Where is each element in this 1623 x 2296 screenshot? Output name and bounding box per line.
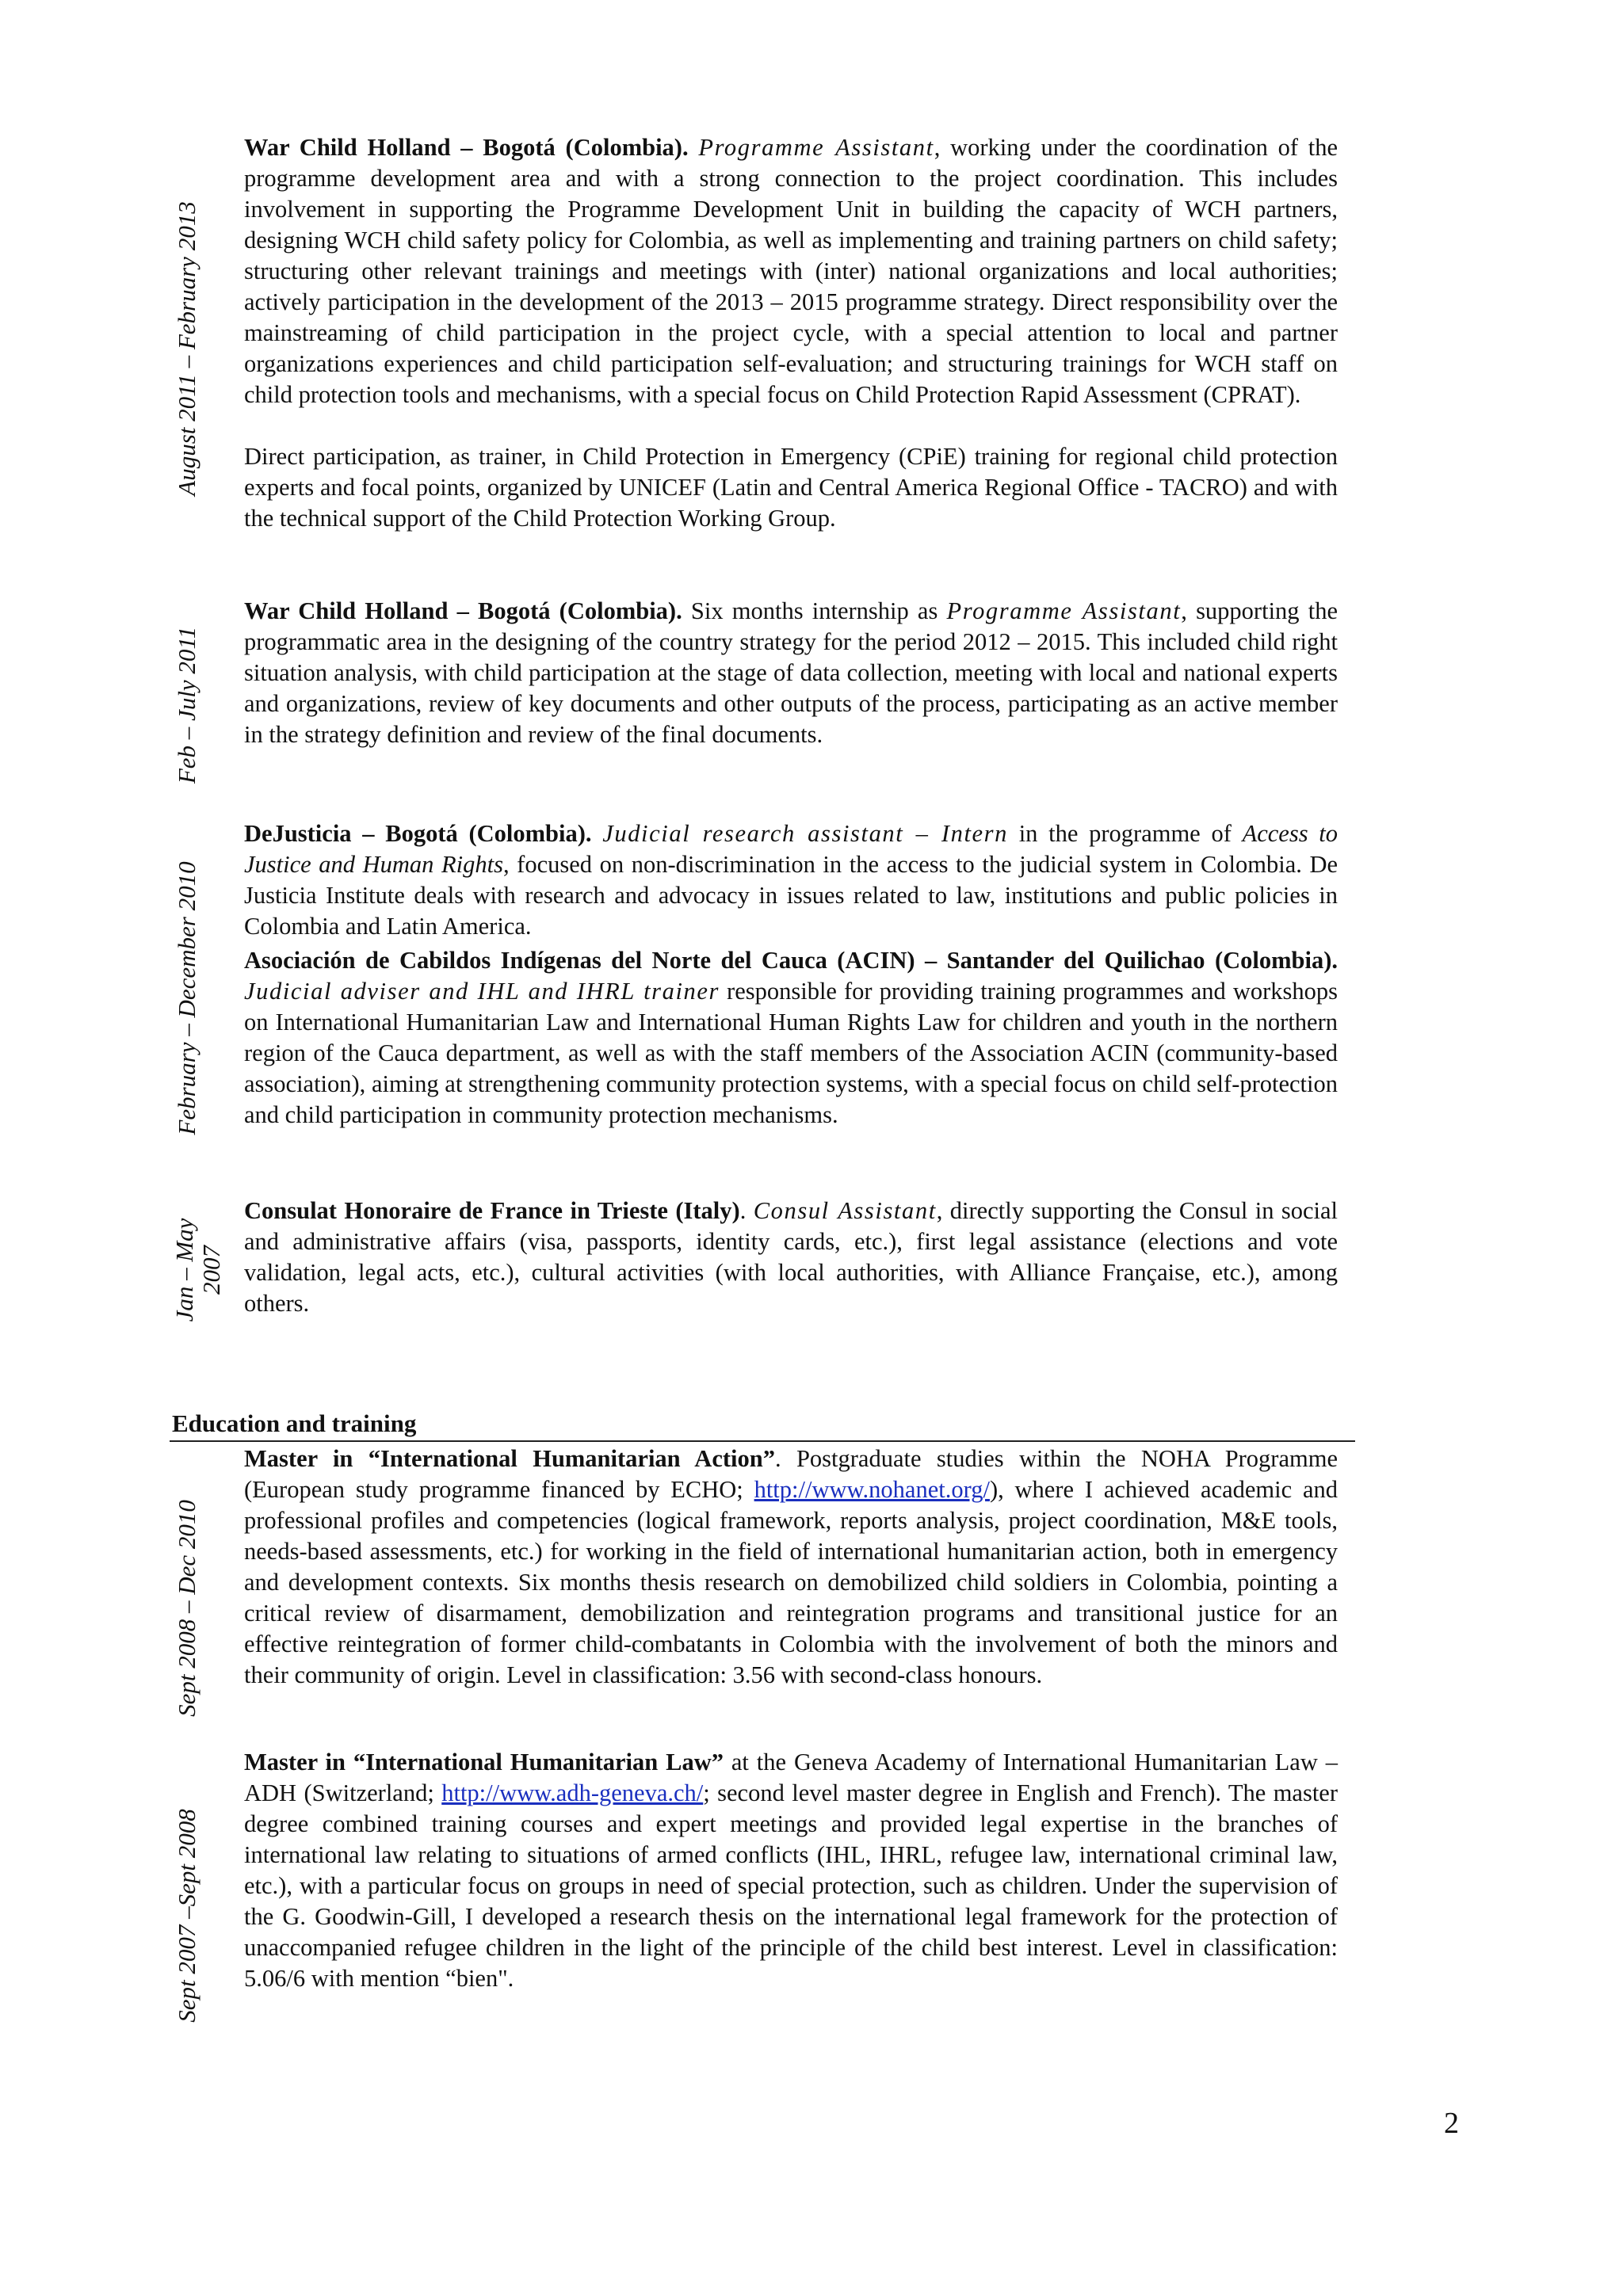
entry-text-mid: in the programme of — [1007, 820, 1243, 847]
entry-body — [244, 1747, 1338, 1994]
degree-title: Master in “International Humanitarian Action” — [244, 1445, 775, 1472]
org-name-acin: Asociación de Cabildos Indígenas del Norte del Cauca (ACIN) – Santander del Quilichao (Colombia). — [244, 947, 1338, 974]
date-wch-2011-2013: August 2011 – February 2013 — [173, 201, 200, 496]
entry-noha-master — [244, 1444, 1338, 1691]
entry-text: , focused on non-discrimination in the access to the judicial system in Colombia. De Justicia Institute deals with research and advocacy in issues related to law, institutions and public policies in Colombia and Latin America. — [244, 851, 1338, 940]
date-consulat-2007 — [171, 1219, 225, 1322]
entry-body — [244, 1196, 1338, 1319]
entry-text-2: ), where I achieved academic and professional profiles and competencies (logical framework, reports analysis, project coordination, M&E tools, needs-based assessments, etc.) for working in the field of international humanitarian action, both in emergency and development contexts. Six months thesis research on demobilized child soldiers in Colombia, pointing a critical review of disarmament, demobilization and reintegration programs and transitional justice for an effective reintegration of former child-combatants in Colombia with the involvement of both the minors and their community of origin. Level in classification: 3.56 with second-class honours. — [244, 1476, 1338, 1688]
entry-body-dejusticia — [244, 818, 1338, 942]
entry-body — [244, 132, 1338, 410]
role-title-acin: Judicial adviser and IHL and IHRL trainer — [244, 978, 720, 1005]
date-geneva: Sept 2007 –Sept 2008 — [173, 1809, 200, 2023]
date-consulat-line2: 2007 — [197, 1245, 225, 1295]
role-title: Consul Assistant — [753, 1197, 937, 1224]
entry-geneva-master — [244, 1747, 1338, 1994]
page-number: 2 — [1444, 2107, 1459, 2140]
adh-geneva-link[interactable]: http://www.adh-geneva.ch/ — [441, 1779, 704, 1806]
entry-body — [244, 1444, 1338, 1691]
role-title: Judicial research assistant – Intern — [602, 820, 1008, 847]
org-name: War Child Holland – Bogotá (Colombia). — [244, 134, 689, 161]
nohanet-link[interactable]: http://www.nohanet.org/ — [754, 1476, 990, 1503]
entry-text-1: at the Geneva Academy of International Humanitarian Law – ADH (Switzerland; — [244, 1749, 1338, 1806]
entry-war-child-2011-2013 — [244, 132, 1338, 534]
entry-text-secondary: Direct participation, as trainer, in Child Protection in Emergency (CPiE) training for regional child protection experts and focal points, organized by UNICEF (Latin and Central America Regional Office - TACRO) and with the technical support of the Child Protection Working Group. — [244, 443, 1338, 532]
section-title-education: Education and training — [172, 1409, 417, 1437]
role-title: Programme Assistant — [946, 597, 1182, 624]
degree-title: Master in “International Humanitarian Law” — [244, 1749, 724, 1775]
entry-dejusticia-acin — [244, 818, 1338, 1131]
entry-text-acin: responsible for providing training programmes and workshops on International Humanitarian Law and International Human Rights Law for children and youth in the northern region of the Cauca department, as well as with the staff members of the Association ACIN (community-based association), aiming at strengthening community protection systems, with a special focus on child self-protection and child participation in community protection mechanisms. — [244, 978, 1338, 1128]
date-wch-2011: Feb – July 2011 — [173, 626, 200, 784]
entry-text-pre: Six months internship as — [682, 597, 947, 624]
entry-body-acin — [244, 945, 1338, 1131]
org-name: Consulat Honoraire de France in Trieste (Italy) — [244, 1197, 740, 1224]
date-noha: Sept 2008 – Dec 2010 — [173, 1500, 200, 1717]
date-dejusticia-2010: February – December 2010 — [173, 861, 200, 1135]
role-title: Programme Assistant — [698, 134, 934, 161]
entry-war-child-2011 — [244, 596, 1338, 750]
entry-text: , supporting the programmatic area in the designing of the country strategy for the period 2012 – 2015. This included child right situation analysis, with child participation at the stage of data collection, meeting with local and national experts and organizations, review of key documents and other outputs of the process, participating as an active member in the strategy definition and review of the final documents. — [244, 597, 1338, 748]
entry-text-1: . Postgraduate studies within the NOHA Programme (European study programme financed by ECHO; — [244, 1445, 1338, 1503]
entry-text: , directly supporting the Consul in social and administrative affairs (visa, passports, identity cards, etc.), first legal assistance (elections and vote validation, legal acts, etc.), cultural activities (with local authorities, with Alliance Française, etc.), among others. — [244, 1197, 1338, 1317]
entry-consulat — [244, 1196, 1338, 1319]
entry-text: , working under the coordination of the programme development area and with a strong connection to the project coordination. This includes involvement in supporting the Programme Development Unit in building the capacity of WCH partners, designing WCH child safety policy for Colombia, as well as implementing and training partners on child safety; structuring other relevant trainings and meetings with (inter) national organizations and local authorities; actively participation in the development of the 2013 – 2015 programme strategy. Direct responsibility over the mainstreaming of child participation in the project cycle, with a special attention to local and partner organizations experiences and child participation self-evaluation; and structuring trainings for WCH staff on child protection tools and mechanisms, with a special focus on Child Protection Rapid Assessment (CPRAT). — [244, 134, 1338, 408]
programme-name: Access to Justice and Human Rights — [244, 820, 1338, 878]
entry-text-2: ; second level master degree in English and French). The master degree combined training courses and expert meetings and provided legal expertise in the branches of international law relating to situations of armed conflicts (IHL, IHRL, refugee law, international criminal law, etc.), with a particular focus on groups in need of special protection, such as children. Under the supervision of the G. Goodwin-Gill, I developed a research thesis on the international legal framework for the protection of unaccompanied refugee children in the light of the principle of the child best interest. Level in classification: 5.06/6 with mention “bien". — [244, 1779, 1338, 1992]
date-consulat-line1: Jan – May — [170, 1218, 198, 1322]
entry-body — [244, 596, 1338, 750]
org-dot: . — [739, 1197, 754, 1224]
section-divider — [170, 1440, 1355, 1442]
org-name: War Child Holland – Bogotá (Colombia). — [244, 597, 682, 624]
org-name: DeJusticia – Bogotá (Colombia). — [244, 820, 592, 847]
